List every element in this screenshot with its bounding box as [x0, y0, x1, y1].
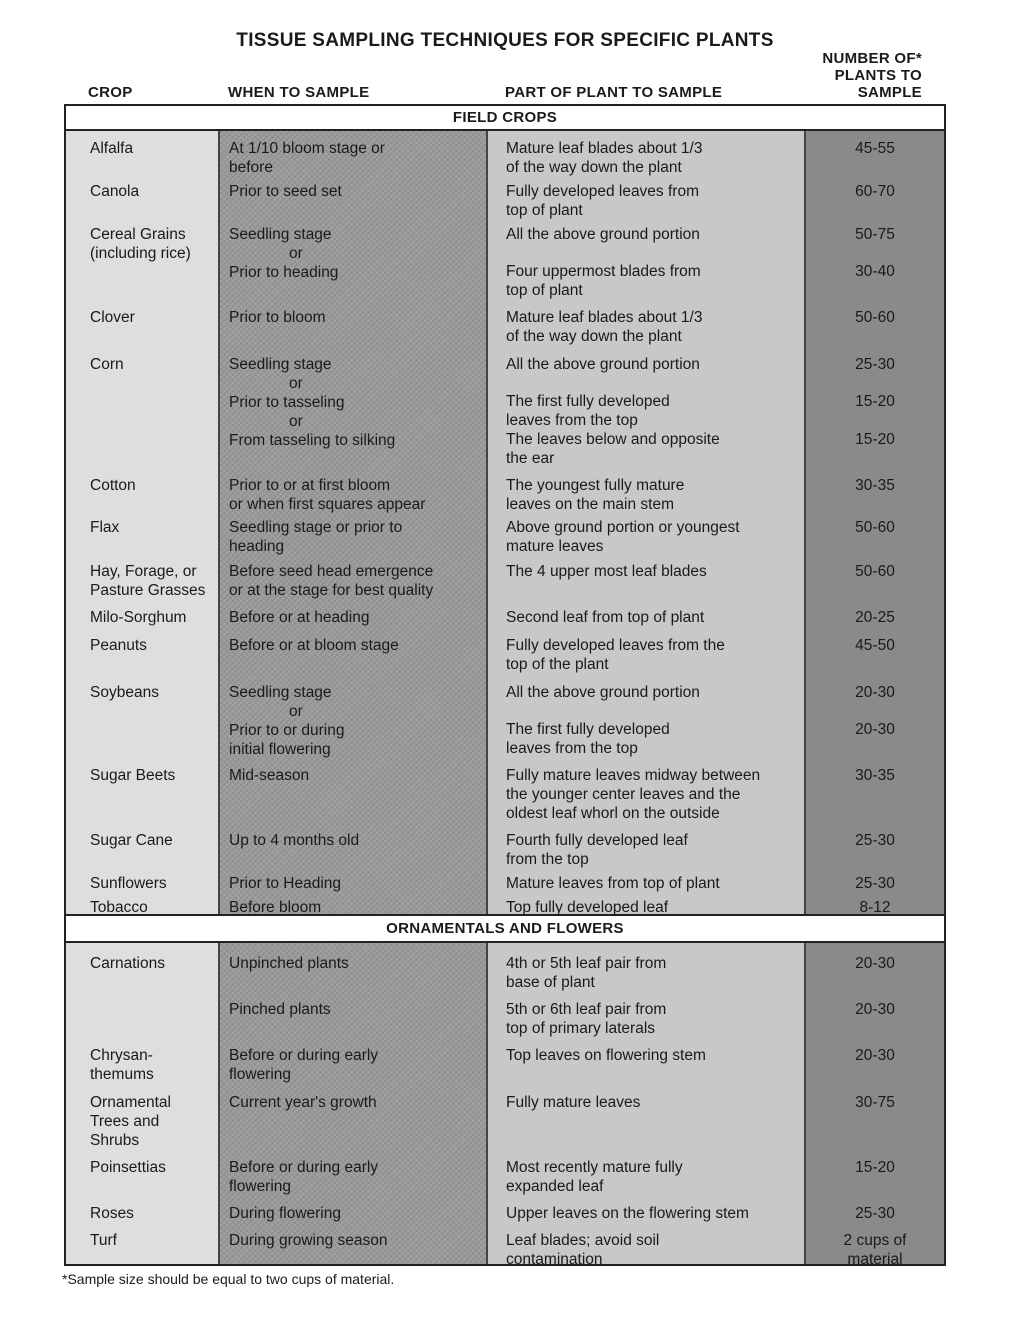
- part-cell: leaves on the main stem: [506, 496, 675, 513]
- count-cell: 15-20: [855, 431, 895, 448]
- part-cell: base of plant: [506, 974, 595, 991]
- part-cell: of the way down the plant: [506, 328, 682, 345]
- part-cell: the ear: [506, 450, 555, 467]
- crop-cell: Flax: [90, 519, 120, 536]
- sampling-table: [64, 104, 946, 1266]
- when-cell: Before or during early: [229, 1159, 379, 1176]
- part-cell: The 4 upper most leaf blades: [506, 563, 707, 580]
- crop-cell: Pasture Grasses: [90, 582, 206, 599]
- count-cell: 30-75: [855, 1094, 895, 1111]
- part-cell: Top fully developed leaf: [506, 899, 669, 916]
- part-cell: Mature leaf blades about 1/3: [506, 309, 703, 326]
- when-cell: Pinched plants: [229, 1001, 331, 1018]
- crop-cell: Milo-Sorghum: [90, 609, 187, 626]
- count-cell: 30-35: [855, 767, 895, 784]
- part-cell: Four uppermost blades from: [506, 263, 701, 280]
- section-ornamentals-flowers: ORNAMENTALS AND FLOWERS: [66, 914, 944, 943]
- when-cell: or: [289, 413, 303, 430]
- when-cell: Before seed head emergence: [229, 563, 434, 580]
- part-cell: Most recently mature fully: [506, 1159, 683, 1176]
- when-cell: Current year's growth: [229, 1094, 377, 1111]
- count-cell: 50-60: [855, 309, 895, 326]
- crop-cell: Poinsettias: [90, 1159, 166, 1176]
- count-cell: 8-12: [859, 899, 891, 916]
- part-cell: of the way down the plant: [506, 159, 682, 176]
- part-cell: contamination: [506, 1251, 603, 1268]
- part-cell: mature leaves: [506, 538, 604, 555]
- crop-cell: Clover: [90, 309, 135, 326]
- crop-cell: Cotton: [90, 477, 136, 494]
- part-cell: Mature leaves from top of plant: [506, 875, 720, 892]
- crop-cell: Trees and: [90, 1113, 160, 1130]
- when-cell: or when first squares appear: [229, 496, 426, 513]
- when-cell: From tasseling to silking: [229, 432, 396, 449]
- section-field-crops: FIELD CROPS: [66, 106, 944, 131]
- header-count-line: PLANTS TO: [834, 67, 922, 84]
- crop-cell: Peanuts: [90, 637, 147, 654]
- count-cell: 15-20: [855, 1159, 895, 1176]
- part-cell: top of the plant: [506, 656, 609, 673]
- count-cell: 60-70: [855, 183, 895, 200]
- header-part-of-plant: PART OF PLANT TO SAMPLE: [505, 84, 723, 101]
- when-cell: or: [289, 245, 303, 262]
- count-cell: 50-60: [855, 519, 895, 536]
- part-cell: The leaves below and opposite: [506, 431, 720, 448]
- part-cell: top of primary laterals: [506, 1020, 656, 1037]
- part-cell: leaves from the top: [506, 412, 638, 429]
- header-number-of-plants: [790, 50, 922, 101]
- count-cell: 20-30: [855, 721, 895, 738]
- count-cell: 20-30: [855, 1001, 895, 1018]
- when-cell: At 1/10 bloom stage or: [229, 140, 385, 157]
- count-cell: 25-30: [855, 356, 895, 373]
- page-title: TISSUE SAMPLING TECHNIQUES FOR SPECIFIC PLANTS: [236, 30, 774, 51]
- part-cell: 5th or 6th leaf pair from: [506, 1001, 667, 1018]
- crop-cell: Carnations: [90, 955, 165, 972]
- count-cell: 2 cups of: [843, 1232, 907, 1249]
- part-cell: Fully developed leaves from: [506, 183, 699, 200]
- count-cell: 30-35: [855, 477, 895, 494]
- when-cell: Mid-season: [229, 767, 310, 784]
- part-cell: All the above ground portion: [506, 226, 700, 243]
- part-cell: top of plant: [506, 202, 583, 219]
- part-cell: The youngest fully mature: [506, 477, 685, 494]
- when-cell: Prior to heading: [229, 264, 339, 281]
- part-cell: oldest leaf whorl on the outside: [506, 805, 720, 822]
- crop-cell: Shrubs: [90, 1132, 140, 1149]
- crop-cell: Sugar Beets: [90, 767, 176, 784]
- part-cell: Upper leaves on the flowering stem: [506, 1205, 749, 1222]
- part-cell: top of plant: [506, 282, 583, 299]
- count-cell: 20-30: [855, 684, 895, 701]
- part-cell: Fully developed leaves from the: [506, 637, 725, 654]
- header-count-line: SAMPLE: [857, 84, 922, 101]
- part-cell: Fully mature leaves: [506, 1094, 641, 1111]
- when-cell: or: [289, 703, 303, 720]
- when-cell: Seedling stage or prior to: [229, 519, 403, 536]
- footnote: *Sample size should be equal to two cups of material.: [62, 1271, 395, 1287]
- count-cell: 30-40: [855, 263, 895, 280]
- part-cell: The first fully developed: [506, 393, 670, 410]
- when-cell: or at the stage for best quality: [229, 582, 434, 599]
- part-cell: from the top: [506, 851, 589, 868]
- count-cell: 25-30: [855, 875, 895, 892]
- part-cell: the younger center leaves and the: [506, 786, 741, 803]
- when-cell: or: [289, 375, 303, 392]
- part-cell: Leaf blades; avoid soil: [506, 1232, 660, 1249]
- when-cell: Prior to Heading: [229, 875, 342, 892]
- when-cell: Up to 4 months old: [229, 832, 360, 849]
- count-cell: 50-60: [855, 563, 895, 580]
- count-cell: 50-75: [855, 226, 895, 243]
- count-cell: 15-20: [855, 393, 895, 410]
- crop-cell: Ornamental: [90, 1094, 171, 1111]
- crop-cell: Alfalfa: [90, 140, 134, 157]
- part-cell: Mature leaf blades about 1/3: [506, 140, 703, 157]
- crop-cell: Sunflowers: [90, 875, 167, 892]
- part-cell: 4th or 5th leaf pair from: [506, 955, 667, 972]
- count-cell: 25-30: [855, 832, 895, 849]
- part-cell: Second leaf from top of plant: [506, 609, 705, 626]
- when-cell: Seedling stage: [229, 226, 332, 243]
- when-cell: Before or during early: [229, 1047, 379, 1064]
- crop-cell: Corn: [90, 356, 124, 373]
- part-cell: Top leaves on flowering stem: [506, 1047, 706, 1064]
- part-cell: The first fully developed: [506, 721, 670, 738]
- crop-cell: Sugar Cane: [90, 832, 173, 849]
- when-cell: Prior to or at first bloom: [229, 477, 391, 494]
- count-cell: 20-30: [855, 955, 895, 972]
- when-cell: Seedling stage: [229, 356, 332, 373]
- when-cell: flowering: [229, 1178, 292, 1195]
- crop-cell: Soybeans: [90, 684, 159, 701]
- when-cell: Before bloom: [229, 899, 322, 916]
- header-when-to-sample: WHEN TO SAMPLE: [228, 84, 370, 101]
- count-cell: 20-30: [855, 1047, 895, 1064]
- crop-cell: themums: [90, 1066, 154, 1083]
- when-cell: Before or at bloom stage: [229, 637, 399, 654]
- part-cell: expanded leaf: [506, 1178, 604, 1195]
- count-cell: 25-30: [855, 1205, 895, 1222]
- when-cell: initial flowering: [229, 741, 331, 758]
- part-cell: Above ground portion or youngest: [506, 519, 740, 536]
- when-cell: Seedling stage: [229, 684, 332, 701]
- when-cell: Before or at heading: [229, 609, 370, 626]
- when-cell: During growing season: [229, 1232, 388, 1249]
- count-cell: material: [847, 1251, 903, 1268]
- crop-cell: Roses: [90, 1205, 134, 1222]
- count-cell: 45-55: [855, 140, 895, 157]
- when-cell: flowering: [229, 1066, 292, 1083]
- count-cell: 20-25: [855, 609, 895, 626]
- crop-cell: (including rice): [90, 245, 191, 262]
- when-cell: Prior to seed set: [229, 183, 342, 200]
- part-cell: All the above ground portion: [506, 356, 700, 373]
- when-cell: Prior to bloom: [229, 309, 326, 326]
- count-cell: 45-50: [855, 637, 895, 654]
- crop-cell: Tobacco: [90, 899, 148, 916]
- crop-cell: Turf: [90, 1232, 117, 1249]
- when-cell: before: [229, 159, 273, 176]
- crop-cell: Hay, Forage, or: [90, 563, 197, 580]
- part-cell: Fully mature leaves midway between: [506, 767, 761, 784]
- crop-cell: Chrysan-: [90, 1047, 153, 1064]
- part-cell: leaves from the top: [506, 740, 638, 757]
- header-count-line: NUMBER OF*: [822, 50, 922, 67]
- when-cell: Unpinched plants: [229, 955, 349, 972]
- when-cell: Prior to or during: [229, 722, 345, 739]
- when-cell: Prior to tasseling: [229, 394, 345, 411]
- header-crop: CROP: [88, 84, 133, 101]
- when-cell: heading: [229, 538, 285, 555]
- part-cell: All the above ground portion: [506, 684, 700, 701]
- when-cell: During flowering: [229, 1205, 341, 1222]
- part-cell: Fourth fully developed leaf: [506, 832, 688, 849]
- crop-cell: Canola: [90, 183, 140, 200]
- crop-cell: Cereal Grains: [90, 226, 186, 243]
